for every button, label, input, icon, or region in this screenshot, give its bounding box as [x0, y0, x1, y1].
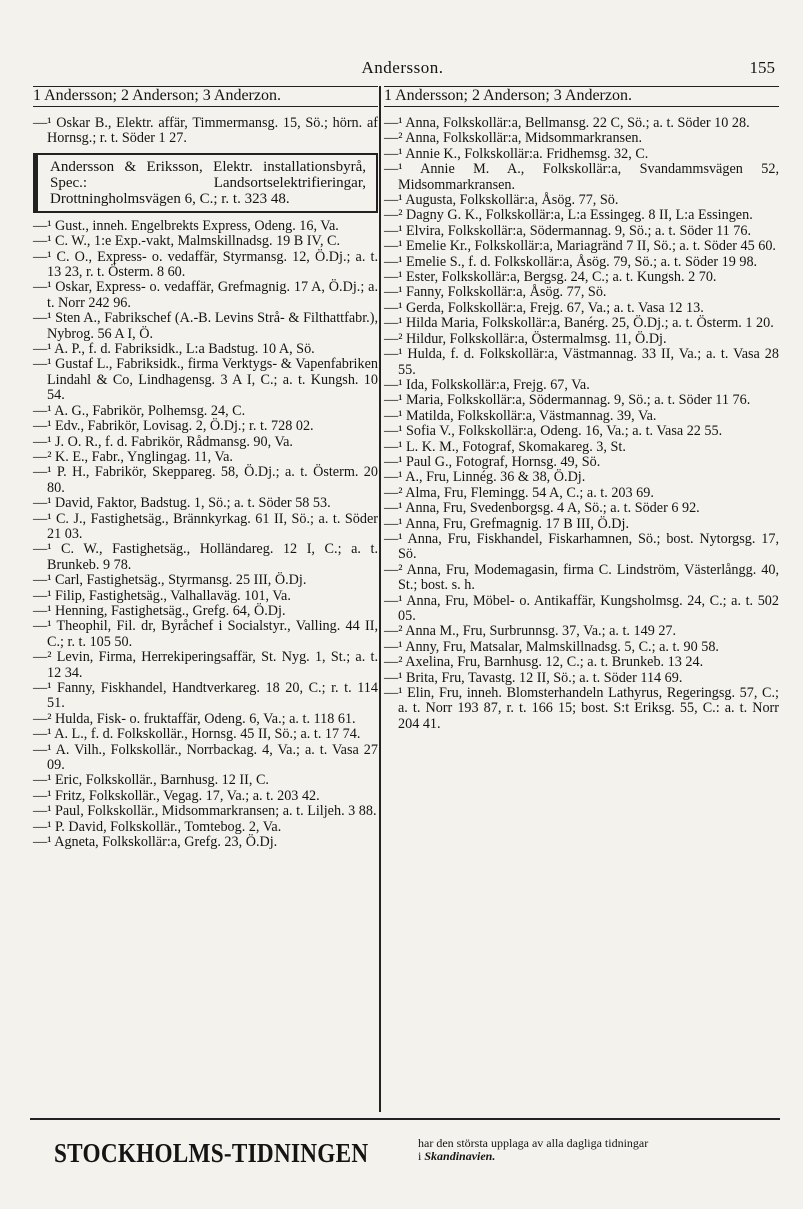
slogan-paper: Skandinavien.: [424, 1149, 496, 1163]
slogan-line-2: [418, 1150, 648, 1163]
page-title: Andersson.: [361, 58, 444, 77]
directory-entry: —¹ A. L., f. d. Folkskollär., Hornsg. 45 II, Sö.; a. t. 17 74.: [33, 726, 361, 743]
directory-entry: —¹ Fanny, Folkskollär:a, Åsög. 77, Sö.: [384, 284, 607, 301]
directory-entry: —¹ Anna, Folkskollär:a, Bellmansg. 22 C, Sö.; a. t. Söder 10 28.: [384, 115, 750, 131]
page-number: 155: [749, 58, 775, 77]
directory-entry: —¹ Emelie Kr., Folkskollär:a, Mariagränd 7 II, Sö.; a. t. Söder 45 60.: [384, 238, 776, 255]
directory-entry: —¹ Hulda, f. d. Folkskollär:a, Västmannag. 33 II, Va.; a. t. Vasa 28 55.: [384, 346, 779, 378]
directory-entry: —² Anna, Fru, Modemagasin, firma C. Lindström, Västerlångg. 40, St.; bost. s. h.: [384, 561, 779, 594]
left-column-heading: 1 Andersson; 2 Anderson; 3 Anderzon.: [33, 86, 378, 107]
advertisement-box: Andersson & Eriksson, Elektr. installationsbyrå, Spec.: Landsortselektrifieringar, Drottningholmsvägen 6, C.; r. t. 323 48.: [33, 153, 378, 213]
directory-entry: —¹ Gustaf L., Fabriksidk., firma Verktygs- & Vapenfabriken Lindahl & Co, Lindhagensg. 3 A I, C.; a. t. Kungsh. 10 54.: [33, 356, 378, 404]
directory-entry: —¹ Fanny, Fiskhandel, Handtverkareg. 18 20, C.; r. t. 114 51.: [33, 680, 378, 712]
directory-entry: —¹ Anna, Fru, Möbel- o. Antikaffär, Kungsholmsg. 24, C.; a. t. 502 05.: [384, 592, 779, 624]
directory-entry: —¹ A. Vilh., Folkskollär., Norrbackag. 4, Va.; a. t. Vasa 27 09.: [33, 741, 378, 774]
directory-entry: —² Dagny G. K., Folkskollär:a, L:a Essingeg. 8 II, L:a Essingen.: [384, 207, 753, 224]
right-column-heading: 1 Andersson; 2 Anderson; 3 Anderzon.: [384, 86, 779, 107]
directory-entry: —¹ P. H., Fabrikör, Skeppareg. 58, Ö.Dj.; a. t. Österm. 20 80.: [33, 464, 378, 496]
directory-entry: —¹ Sten A., Fabrikschef (A.-B. Levins Strå- & Filthattfabr.), Nybrog. 56 A I, Ö.: [33, 310, 378, 342]
directory-entry: —² Anna, Folkskollär:a, Midsommarkransen.: [384, 130, 643, 147]
column-divider: [379, 86, 381, 1112]
directory-entry: —¹ J. O. R., f. d. Fabrikör, Rådmansg. 90, Va.: [33, 433, 293, 450]
newspaper-slogan: [418, 1137, 648, 1163]
directory-entry: —¹ Anna, Fru, Grefmagnig. 17 B III, Ö.Dj.: [384, 515, 630, 532]
page-header: [30, 58, 775, 80]
footer-advertisement: [32, 1128, 780, 1178]
directory-entry: —² Hulda, Fisk- o. fruktaffär, Odeng. 6, Va.; a. t. 118 61.: [33, 710, 356, 727]
directory-entry: —¹ A. P., f. d. Fabriksidk., L:a Badstug. 10 A, Sö.: [33, 341, 315, 358]
directory-entry: —² Anna M., Fru, Surbrunnsg. 37, Va.; a. t. 149 27.: [384, 623, 677, 640]
directory-entry: —¹ Paul, Folkskollär., Midsommarkransen; a. t. Liljeh. 3 88.: [33, 803, 377, 820]
directory-entry: —¹ Augusta, Folkskollär:a, Åsög. 77, Sö.: [384, 192, 619, 209]
left-column: [33, 116, 378, 850]
footer-divider: [30, 1118, 780, 1120]
directory-entry: —¹ Brita, Fru, Tavastg. 12 II, Sö.; a. t. Söder 114 69.: [384, 669, 683, 686]
directory-entry: —¹ A. G., Fabrikör, Polhemsg. 24, C.: [33, 402, 246, 419]
directory-entry: —¹ A., Fru, Linnég. 36 & 38, Ö.Dj.: [384, 469, 586, 486]
directory-entry: —¹ Paul G., Fotograf, Hornsg. 49, Sö.: [384, 453, 601, 470]
left-entries: [33, 219, 378, 851]
slogan-line-1: har den största upplaga av alla dagliga tidningar: [418, 1136, 649, 1150]
newspaper-brand: STOCKHOLMS-TIDNINGEN: [54, 1138, 369, 1168]
left-top-entries: [33, 116, 378, 147]
directory-entry: —¹ Sofia V., Folkskollär:a, Odeng. 16, Va.; a. t. Vasa 22 55.: [384, 423, 723, 440]
directory-entry: —¹ Henning, Fastighetsäg., Grefg. 64, Ö.Dj.: [33, 602, 286, 619]
directory-entry: —¹ Oskar, Express- o. vedaffär, Grefmagnig. 17 A, Ö.Dj.; a. t. Norr 242 96.: [33, 279, 378, 311]
directory-entry: —¹ Carl, Fastighetsäg., Styrmansg. 25 III, Ö.Dj.: [33, 572, 307, 589]
directory-entry: —¹ C. W., Fastighetsäg., Holländareg. 12 I, C.; a. t. Brunkeb. 9 78.: [33, 541, 378, 573]
directory-entry: —¹ Matilda, Folkskollär:a, Västmannag. 39, Va.: [384, 407, 657, 424]
directory-entry: —¹ Hilda Maria, Folkskollär:a, Banérg. 25, Ö.Dj.; a. t. Österm. 1 20.: [384, 315, 774, 332]
directory-entry: —¹ Annie M. A., Folkskollär:a, Svandammsvägen 52, Midsommarkransen.: [384, 161, 779, 193]
directory-entry: —¹ Annie K., Folkskollär:a. Fridhemsg. 32, C.: [384, 145, 649, 162]
directory-entry: —¹ C. J., Fastighetsäg., Brännkyrkag. 61 II, Sö.; a. t. Söder 21 03.: [33, 510, 378, 542]
directory-entry: —¹ Fritz, Folkskollär., Vegag. 17, Va.; a. t. 203 42.: [33, 787, 320, 804]
directory-entry: —¹ Anna, Fru, Svedenborgsg. 4 A, Sö.; a. t. Söder 6 92.: [384, 500, 700, 517]
directory-entry: —² K. E., Fabr., Ynglingag. 11, Va.: [33, 448, 233, 465]
directory-entry: —¹ P. David, Folkskollär., Tomtebog. 2, Va.: [33, 818, 282, 835]
directory-entry: —¹ Gust., inneh. Engelbrekts Express, Odeng. 16, Va.: [33, 217, 339, 234]
directory-entry: —¹ C. W., 1:e Exp.-vakt, Malmskillnadsg. 19 B IV, C.: [33, 233, 341, 250]
directory-entry: —¹ Ida, Folkskollär:a, Frejg. 67, Va.: [384, 376, 590, 393]
directory-entry: —¹ Edv., Fabrikör, Lovisag. 2, Ö.Dj.; r. t. 728 02.: [33, 418, 314, 435]
directory-entry: —¹ L. K. M., Fotograf, Skomakareg. 3, St.: [384, 438, 626, 455]
slogan-prefix: i: [418, 1149, 422, 1163]
directory-entry: —² Levin, Firma, Herrekiperingsaffär, St. Nyg. 1, St.; a. t. 12 34.: [33, 649, 378, 681]
directory-entry: —¹ Oskar B., Elektr. affär, Timmermansg. 15, Sö.; hörn. af Hornsg.; r. t. Söder 1 27.: [33, 115, 378, 147]
directory-entry: —¹ Elin, Fru, inneh. Blomsterhandeln Lathyrus, Regeringsg. 57, C.; a. t. Norr 193 87, r. t. 166 15; bost. S:t Eriksg. 55, C.: a. t. Norr 204 41.: [384, 685, 779, 732]
directory-entry: —² Alma, Fru, Flemingg. 54 A, C.; a. t. 203 69.: [384, 484, 654, 501]
directory-entry: —¹ Eric, Folkskollär., Barnhusg. 12 II, C.: [33, 772, 269, 789]
directory-entry: —¹ Emelie S., f. d. Folkskollär:a, Åsög. 79, Sö.; a. t. Söder 19 98.: [384, 253, 758, 270]
directory-entry: —¹ Anna, Fru, Fiskhandel, Fiskarhamnen, Sö.; bost. Nytorgsg. 17, Sö.: [384, 530, 779, 563]
right-column: [384, 116, 779, 732]
directory-entry: —² Axelina, Fru, Barnhusg. 12, C.; a. t. Brunkeb. 13 24.: [384, 654, 704, 671]
directory-entry: —¹ C. O., Express- o. vedaffär, Styrmansg. 12, Ö.Dj.; a. t. 13 23, r. t. Österm. 8 60.: [33, 248, 378, 281]
directory-entry: —¹ Ester, Folkskollär:a, Bergsg. 24, C.; a. t. Kungsh. 2 70.: [384, 269, 717, 286]
directory-entry: —¹ Agneta, Folkskollär:a, Grefg. 23, Ö.Dj.: [33, 834, 278, 851]
directory-entry: —¹ Anny, Fru, Matsalar, Malmskillnadsg. 5, C.; a. t. 90 58.: [384, 638, 719, 655]
directory-entry: —¹ Elvira, Folkskollär:a, Södermannag. 9, Sö.; a. t. Söder 11 76.: [384, 222, 752, 239]
right-entries: [384, 116, 779, 732]
directory-entry: —¹ David, Faktor, Badstug. 1, Sö.; a. t. Söder 58 53.: [33, 495, 331, 512]
directory-entry: —¹ Maria, Folkskollär:a, Södermannag. 9, Sö.; a. t. Söder 11 76.: [384, 392, 751, 409]
directory-entry: —¹ Gerda, Folkskollär:a, Frejg. 67, Va.; a. t. Vasa 12 13.: [384, 299, 704, 316]
directory-entry: —¹ Theophil, Fil. dr, Byråchef i Socialstyr., Valling. 44 II, C.; r. t. 105 50.: [33, 618, 378, 650]
directory-entry: —¹ Filip, Fastighetsäg., Valhallaväg. 101, Va.: [33, 587, 291, 604]
directory-entry: —² Hildur, Folkskollär:a, Östermalmsg. 11, Ö.Dj.: [384, 330, 667, 347]
